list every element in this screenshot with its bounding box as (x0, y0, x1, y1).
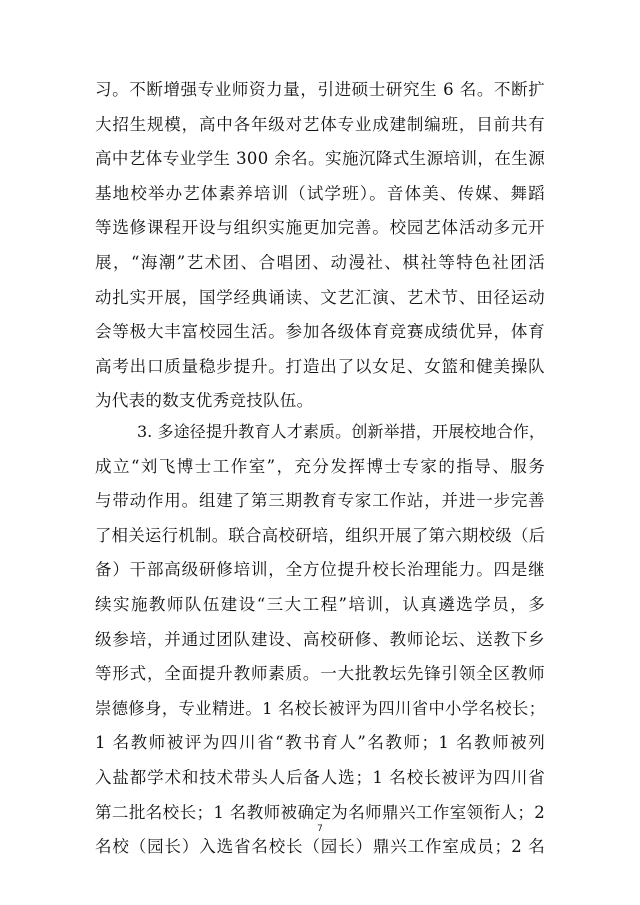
text-line: 基地校举办艺体素养培训（试学班）。音体美、传媒、舞蹈 (95, 183, 545, 203)
text-line: 等形式，全面提升教师素质。一大批教坛先锋引领全区教师 (95, 664, 545, 684)
text-line: 展，“海潮”艺术团、合唱团、动漫社、棋社等特色社团活 (95, 252, 545, 272)
text-line: 等选修课程开设与组织实施更加完善。校园艺体活动多元开 (95, 218, 545, 238)
text-line: 名校（园长）入选省名校长（园长）鼎兴工作室成员；2 名 (95, 837, 545, 857)
text-line: 3. 多途径提升教育人才素质。创新举措，开展校地合作， (137, 422, 545, 441)
text-line: 高考出口质量稳步提升。打造出了以女足、女篮和健美操队 (95, 356, 545, 376)
text-line: 入盐都学术和技术带头人后备人选；1 名校长被评为四川省 (95, 767, 545, 787)
text-line: 动扎实开展，国学经典诵读、文艺汇演、艺术节、田径运动 (95, 287, 545, 307)
text-line: 大招生规模，高中各年级对艺体专业成建制编班，目前共有 (95, 114, 545, 134)
text-line: 成立“刘飞博士工作室”，充分发挥博士专家的指导、服务 (95, 456, 545, 476)
text-line: 级参培，并通过团队建设、高校研修、教师论坛、送教下乡 (95, 629, 545, 649)
paragraph-arts-sports (95, 73, 545, 419)
text-line: 了相关运行机制。联合高校研培，组织开展了第六期校级（后 (95, 525, 545, 545)
text-line: 习。不断增强专业师资力量，引进硕士研究生 6 名。不断扩 (95, 80, 545, 99)
paragraph-talent-quality (95, 415, 545, 865)
text-line: 与带动作用。组建了第三期教育专家工作站，并进一步完善 (95, 491, 545, 511)
text-line: 为代表的数支优秀竞技队伍。 (95, 391, 314, 411)
text-line: 第二批名校长；1 名教师被确定为名师鼎兴工作室领衔人；2 (95, 802, 545, 822)
text-line: 崇德修身，专业精进。1 名校长被评为四川省中小学名校长； (95, 698, 545, 718)
text-line: 续实施教师队伍建设“三大工程”培训，认真遴选学员，多 (95, 594, 545, 614)
page-number: 7 (317, 824, 323, 834)
text-line: 1 名教师被评为四川省“教书育人”名教师；1 名教师被列 (95, 733, 545, 753)
text-line: 备）干部高级研修培训，全方位提升校长治理能力。四是继 (95, 560, 545, 580)
text-line: 高中艺体专业学生 300 余名。实施沉降式生源培训，在生源 (95, 149, 545, 169)
text-line: 会等极大丰富校园生活。参加各级体育竞赛成绩优异，体育 (95, 322, 545, 342)
